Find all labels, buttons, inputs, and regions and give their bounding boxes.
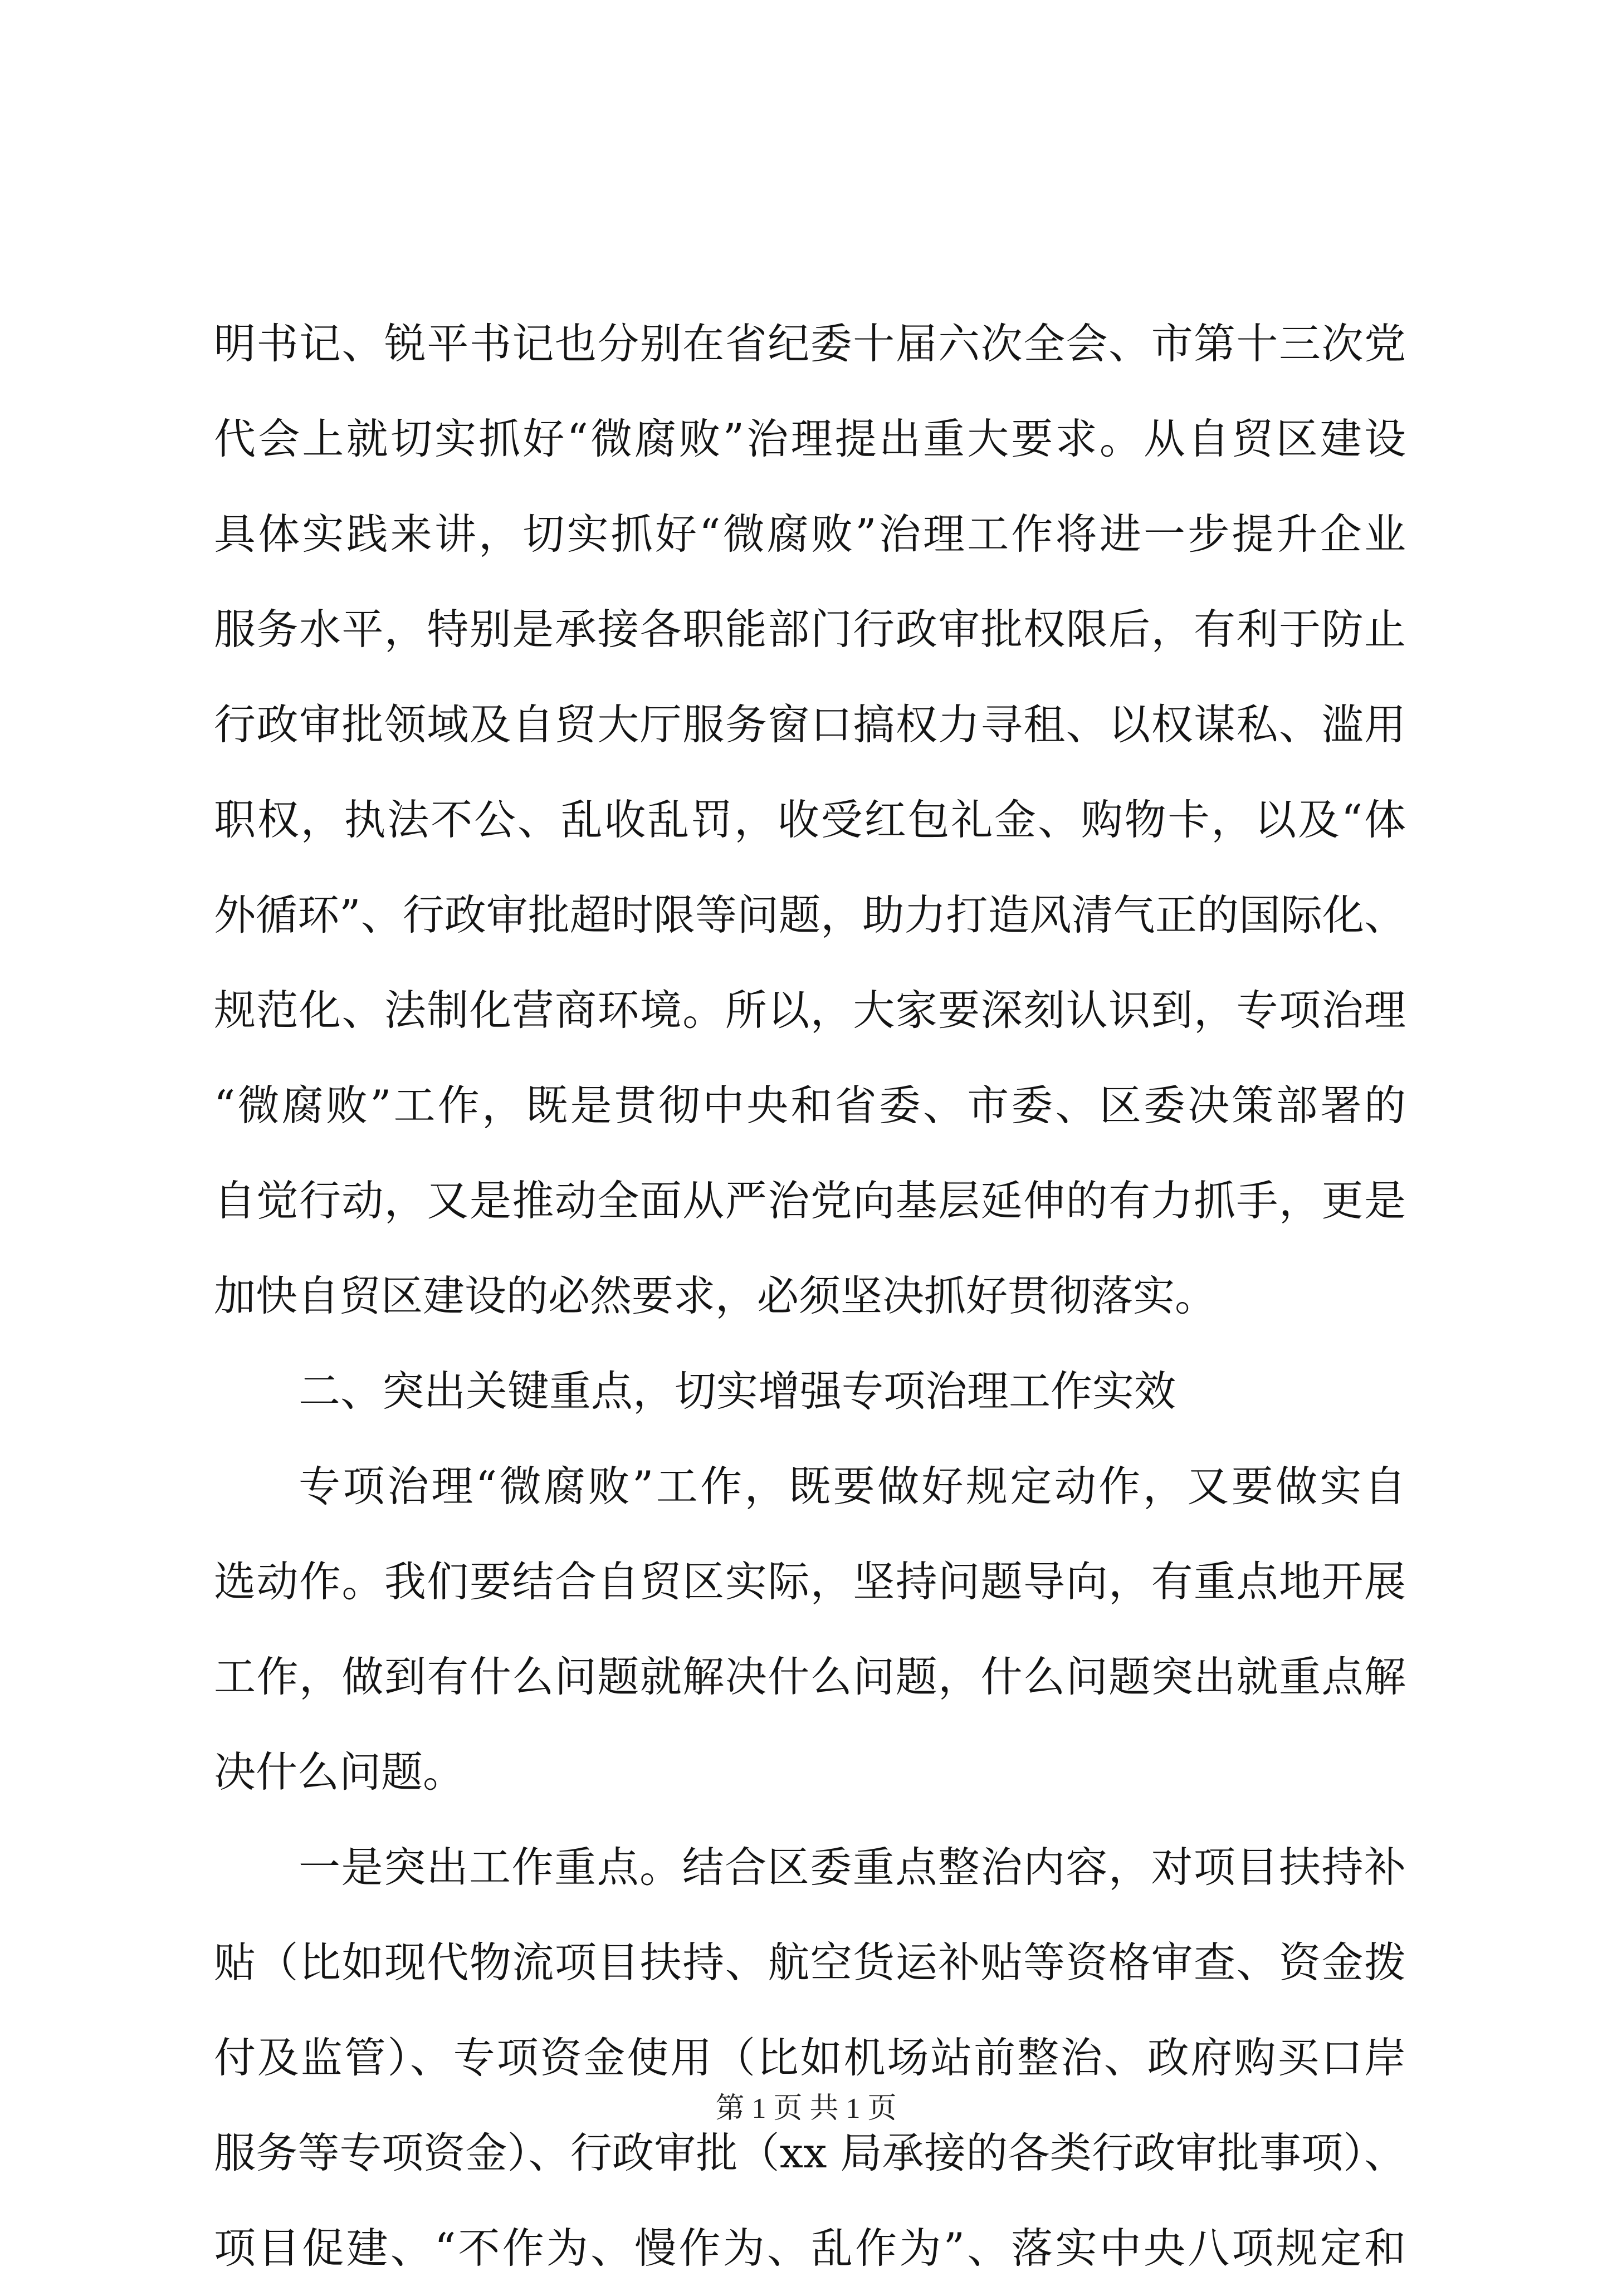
text-line: 规范化、法制化营商环境。所以，大家要深刻认识到，专项治理	[214, 986, 1406, 1035]
text-line: 自觉行动，又是推动全面从严治党向基层延伸的有力抓手，更是	[214, 1176, 1406, 1225]
text-line: 代会上就切实抓好“微腐败”治理提出重大要求。从自贸区建设	[214, 414, 1406, 463]
text-line: 项目促建、“不作为、慢作为、乱作为”、落实中央八项规定和	[214, 2224, 1406, 2273]
text-line: 行政审批领域及自贸大厅服务窗口搞权力寻租、以权谋私、滥用	[214, 700, 1406, 749]
text-line-paragraph-end: 决什么问题。	[214, 1747, 465, 1796]
text-line: 选动作。我们要结合自贸区实际，坚持问题导向，有重点地开展	[214, 1557, 1406, 1606]
body-text	[214, 296, 1406, 2296]
text-line: 明书记、锐平书记也分别在省纪委十届六次全会、市第十三次党	[214, 319, 1406, 368]
text-line-paragraph-start: 一是突出工作重点。结合区委重点整治内容，对项目扶持补	[299, 1843, 1406, 1892]
text-line: 贴（比如现代物流项目扶持、航空货运补贴等资格审查、资金拨	[214, 1938, 1406, 1987]
page-footer: 第 1 页 共 1 页	[715, 2093, 897, 2124]
text-line: 职权，执法不公、乱收乱罚，收受红包礼金、购物卡，以及“体	[214, 795, 1406, 844]
text-line: 工作，做到有什么问题就解决什么问题，什么问题突出就重点解	[214, 1652, 1406, 1701]
text-line: “微腐败”工作，既是贯彻中央和省委、市委、区委决策部署的	[214, 1081, 1406, 1130]
section-heading: 二、突出关键重点，切实增强专项治理工作实效	[299, 1367, 1176, 1416]
text-line: 服务水平，特别是承接各职能部门行政审批权限后，有利于防止	[214, 605, 1406, 654]
text-line: 具体实践来讲，切实抓好“微腐败”治理工作将进一步提升企业	[214, 510, 1406, 559]
text-line: 外循环”、行政审批超时限等问题，助力打造风清气正的国际化、	[214, 890, 1406, 939]
text-line: 服务等专项资金）、行政审批（xx 局承接的各类行政审批事项）、	[214, 2128, 1406, 2177]
text-line: 付及监管）、专项资金使用（比如机场站前整治、政府购买口岸	[214, 2033, 1406, 2082]
text-line-paragraph-start: 专项治理“微腐败”工作，既要做好规定动作，又要做实自	[299, 1462, 1406, 1511]
text-line-paragraph-end: 加快自贸区建设的必然要求，必须坚决抓好贯彻落实。	[214, 1271, 1217, 1320]
